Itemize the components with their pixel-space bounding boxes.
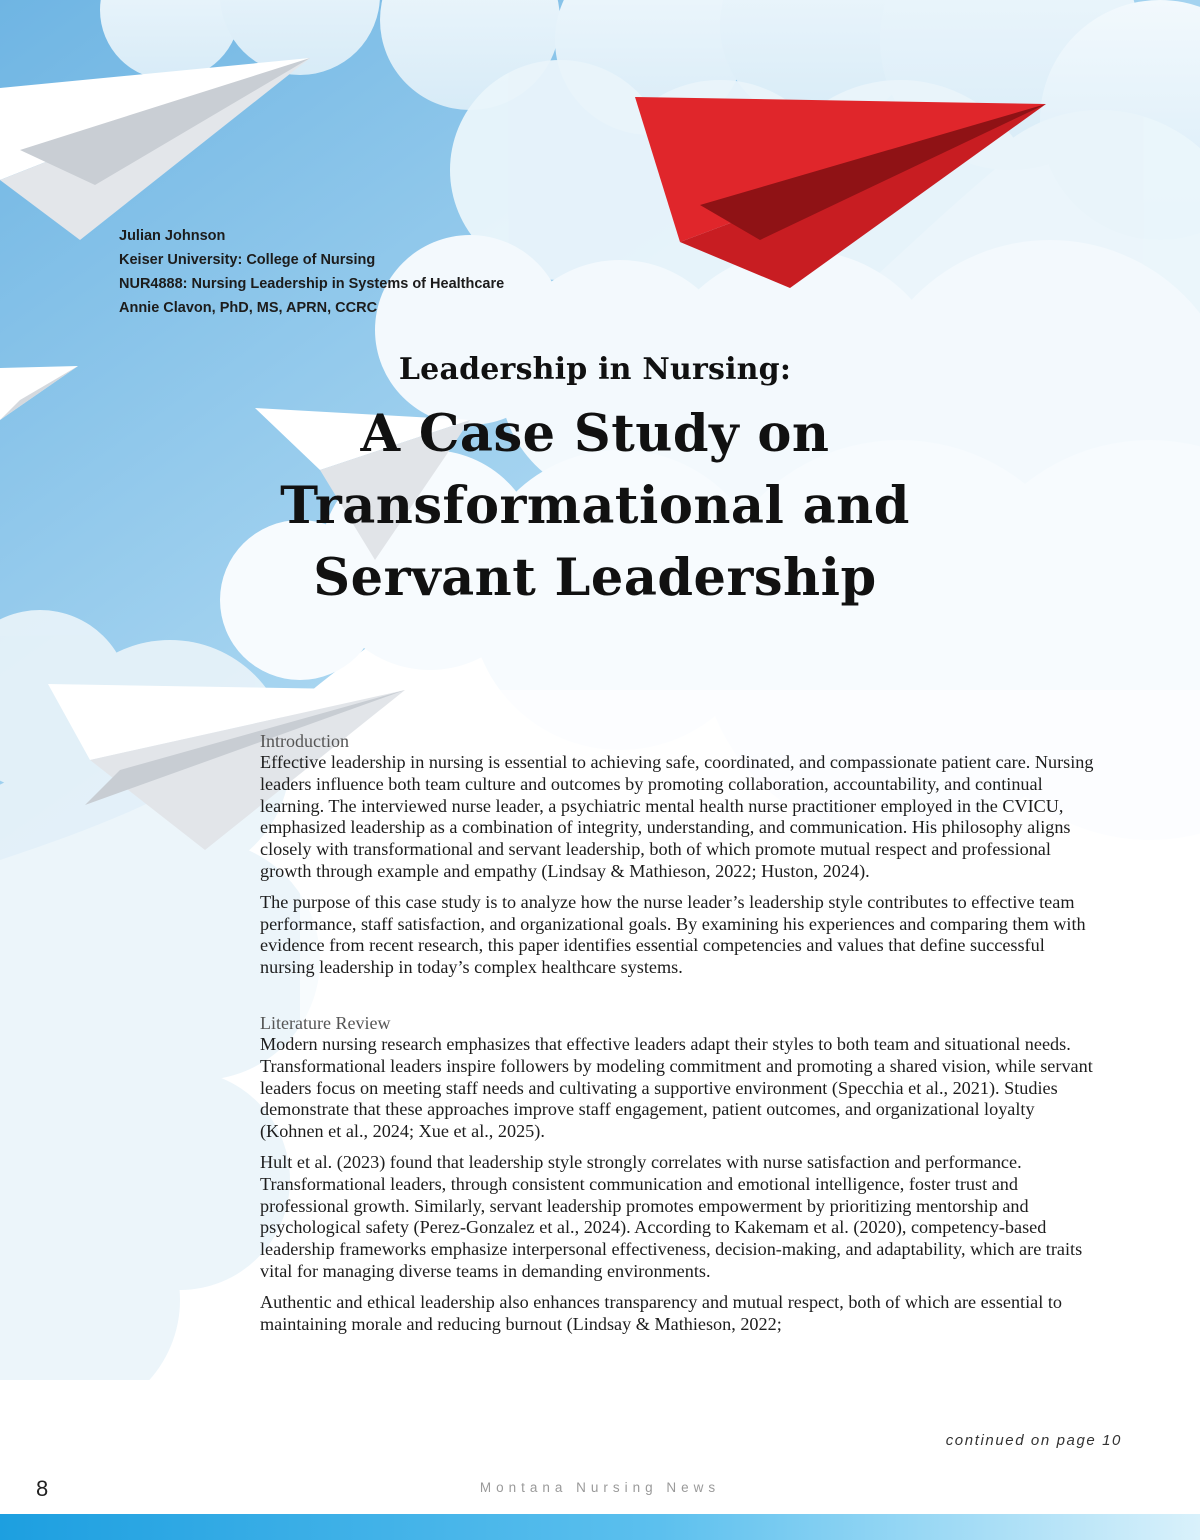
paragraph: Authentic and ethical leadership also enhances transparency and mutual respect, both of which are essential to maintaining morale and reducing burnout (Lindsay & Mathieson, 2022; xyxy=(260,1291,1062,1334)
author-block xyxy=(119,224,504,320)
author-name: Julian Johnson xyxy=(119,228,226,244)
course-name: NUR4888: Nursing Leadership in Systems of Healthcare xyxy=(119,276,505,292)
paragraph: Modern nursing research emphasizes that effective leaders adapt their styles to both team and situational needs. Transformational leaders inspire followers by modeling commitment and promoting a shared vision, while servant leaders focus on meeting staff needs and cultivating a supportive environment (Specchia et al., 2021). Studies demonstrate that these approaches improve staff engagement, patient outcomes, and organizational loyalty (Kohnen et al., 2024; Xue et al., 2025). xyxy=(260,1033,1093,1142)
footer-bar xyxy=(0,1514,1200,1540)
paragraph: The purpose of this case study is to analyze how the nurse leader’s leadership style contributes to effective team performance, staff satisfaction, and organizational goals. By examining his experiences and comparing them with evidence from recent research, this paper identifies essential competencies and values that define successful nursing leadership in today’s complex healthcare systems. xyxy=(260,891,1086,978)
article-body xyxy=(260,730,1100,1344)
continued-note: continued on page 10 xyxy=(945,1432,1122,1449)
title-line-3: Servant Leadership xyxy=(313,548,877,608)
paragraph: Hult et al. (2023) found that leadership style strongly correlates with nurse satisfaction and performance. Transformational leaders, through consistent communication and emotional intelligence, foster trust and professional growth. Similarly, servant leadership promotes empowerment by prioritizing mentorship and psychological safety (Perez-Gonzalez et al., 2024). According to Kakemam et al. (2020), competency-based leadership frameworks emphasize interpersonal effectiveness, decision-making, and adaptability, which are traits vital for managing diverse teams in demanding environments. xyxy=(260,1151,1083,1281)
article-title xyxy=(150,348,1040,614)
paragraph: Effective leadership in nursing is essential to achieving safe, coordinated, and compassionate patient care. Nursing leaders influence both team culture and outcomes by promoting collaboration, accountability, and continual learning. The interviewed nurse leader, a psychiatric mental health nurse practitioner employed in the CVICU, emphasized leadership as a combination of integrity, understanding, and communication. His philosophy aligns closely with transformational and servant leadership, both of which promote mutual respect and professional growth through example and empathy (Lindsay & Mathieson, 2022; Huston, 2024). xyxy=(260,752,1094,881)
section-heading-literature-review: Literature Review xyxy=(260,1012,391,1033)
author-institution: Keiser University: College of Nursing xyxy=(119,252,376,268)
page-number: 8 xyxy=(36,1476,49,1501)
title-line-1: A Case Study on xyxy=(360,404,830,464)
title-kicker: Leadership in Nursing: xyxy=(398,352,792,387)
instructor-name: Annie Clavon, PhD, MS, APRN, CCRC xyxy=(119,300,378,316)
section-heading-introduction: Introduction xyxy=(260,731,349,751)
title-line-2: Transformational and xyxy=(280,476,910,536)
title-main xyxy=(150,398,1040,614)
publication-name: Montana Nursing News xyxy=(479,1480,721,1495)
